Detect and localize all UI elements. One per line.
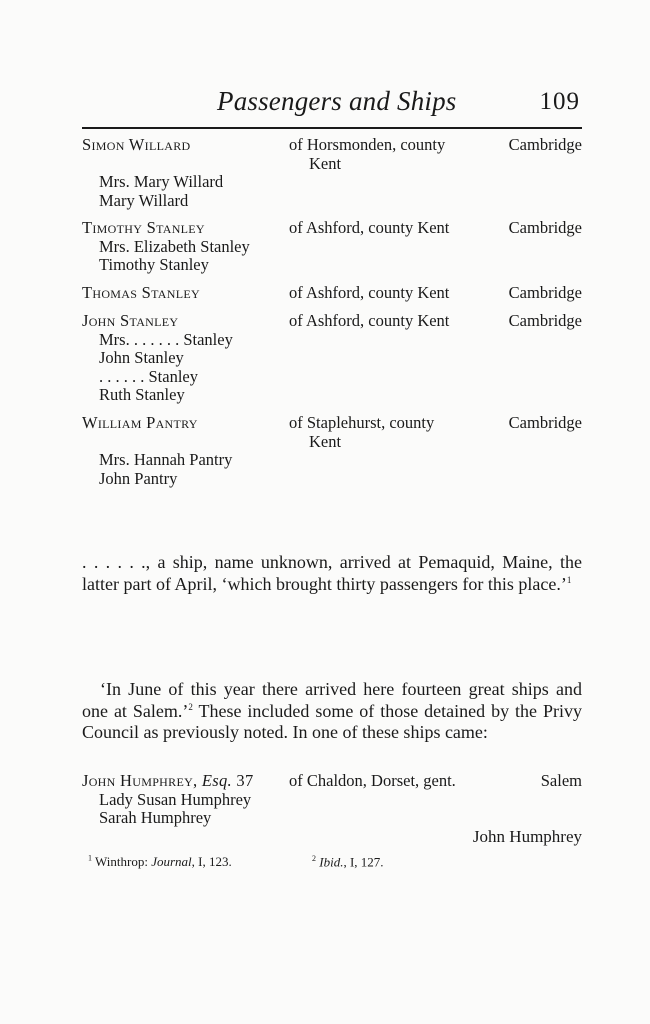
family-member: Sarah Humphrey bbox=[99, 808, 212, 827]
footnote-ref: 2 bbox=[188, 701, 193, 712]
passenger-origin: of Ashford, county Kent bbox=[289, 311, 450, 330]
passenger-name: John Humphrey, Esq. 37 bbox=[82, 771, 254, 790]
family-member: Mrs. Elizabeth Stanley bbox=[99, 236, 250, 256]
passenger-destination: Salem bbox=[540, 771, 582, 790]
ship-paragraph: . . . . . ., a ship, name unknown, arrived at Pemaquid, Maine, the latter part of April, ‘which brought thirty passengers for this place.’$^1$ bbox=[82, 552, 582, 594]
family-member: Lady Susan Humphrey bbox=[99, 789, 252, 809]
page-number: 109 bbox=[539, 88, 580, 115]
passenger-entry bbox=[82, 414, 582, 488]
footnotes bbox=[88, 854, 384, 870]
family-member: Mrs. Hannah Pantry bbox=[99, 450, 233, 469]
passenger-origin: of Staplehurst, county Kent bbox=[289, 413, 435, 451]
family-member: Mrs. . . . . . . Stanley bbox=[99, 329, 233, 349]
family-member: . . . . . . Stanley bbox=[99, 366, 198, 386]
passenger-entry bbox=[82, 284, 582, 303]
passenger-entry bbox=[82, 219, 582, 275]
passenger-destination: Cambridge bbox=[508, 218, 582, 237]
passenger-origin: of Ashford, county Kent bbox=[289, 283, 450, 302]
passenger-destination: Cambridge bbox=[508, 413, 582, 432]
passenger-entry bbox=[82, 772, 582, 828]
passenger-name: William Pantry bbox=[82, 413, 198, 432]
family-member: Mary Willard bbox=[99, 190, 189, 210]
footnote-ref: 1 bbox=[566, 574, 572, 585]
passenger-destination: Cambridge bbox=[508, 283, 582, 302]
family-member: Mrs. Mary Willard bbox=[99, 172, 224, 191]
passenger-entry bbox=[82, 312, 582, 405]
passenger-destination: Cambridge bbox=[508, 311, 582, 330]
family-member: Ruth Stanley bbox=[99, 385, 185, 404]
footnote: $^2$ Ibid., I, 127. bbox=[312, 854, 384, 870]
running-head bbox=[82, 86, 582, 126]
family-member: John Pantry bbox=[99, 468, 178, 488]
june-paragraph: ‘In June of this year there arrived here fourteen great ships and one at Salem.’$^2$ These included some of those detained by the Privy Council as previously noted. In one of these ships came: bbox=[82, 679, 582, 742]
passenger-name: Thomas Stanley bbox=[82, 283, 200, 302]
passenger-origin: of Horsmonden, county Kent bbox=[289, 135, 446, 173]
passenger-name: Simon Willard bbox=[82, 135, 191, 154]
family-member: Timothy Stanley bbox=[99, 255, 209, 274]
passenger-name: John Stanley bbox=[82, 311, 179, 330]
page-title: Passengers and Ships bbox=[217, 86, 457, 116]
passenger-origin: of Ashford, county Kent bbox=[289, 218, 450, 237]
passenger-name: Timothy Stanley bbox=[82, 218, 205, 237]
signature-name: John Humphrey bbox=[472, 827, 582, 846]
passenger-origin: of Chaldon, Dorset, gent. bbox=[289, 771, 456, 790]
family-member: John Stanley bbox=[99, 348, 184, 367]
passenger-age: 37 bbox=[236, 771, 254, 790]
header-rule bbox=[82, 127, 582, 129]
passenger-entry bbox=[82, 136, 582, 210]
footnote: $^1$ Winthrop: Journal, I, 123. bbox=[88, 854, 232, 870]
passenger-destination: Cambridge bbox=[508, 135, 582, 154]
